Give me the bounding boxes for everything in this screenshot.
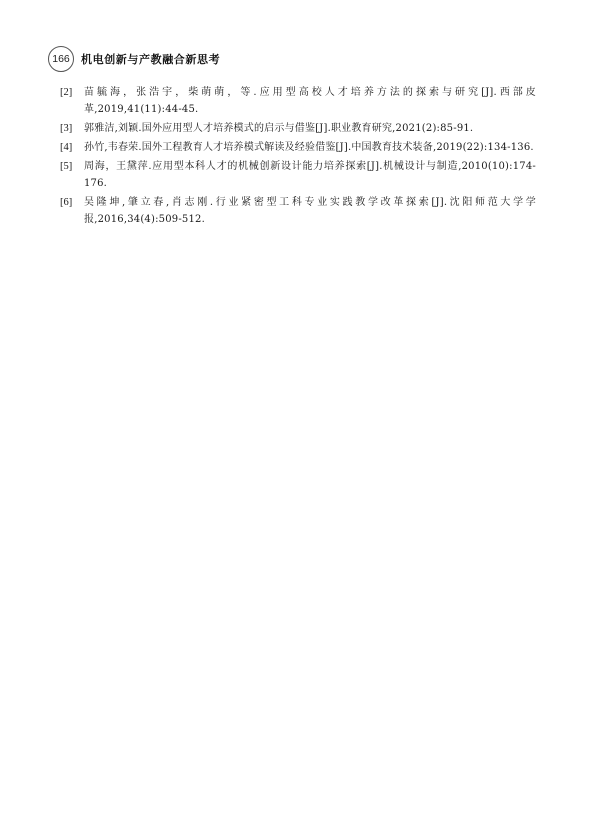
reference-number: [6]: [60, 196, 73, 208]
reference-number: [5]: [60, 160, 73, 172]
reference-text: 吴隆坤,肇立春,肖志刚.行业紧密型工科专业实践教学改革探索[J].沈阳师范大学学报,2016,34(4):509-512.: [84, 196, 536, 225]
reference-number: [4]: [60, 141, 73, 153]
reference-number: [3]: [60, 123, 73, 134]
reference-text: 苗毓海，张浩宇，柴萌萌，等.应用型高校人才培养方法的探索与研究[J].西部皮革,2019,41(11):44-45.: [84, 87, 536, 116]
reference-text: 孙竹,韦春荣.国外工程教育人才培养模式解读及经验借鉴[J].中国教育技术装备,2019(22):134-136.: [84, 141, 534, 153]
reference-text: 郭雅洁,刘颖.国外应用型人才培养模式的启示与借鉴[J].职业教育研究,2021(2):85-91.: [84, 123, 474, 134]
reference-number: [2]: [60, 87, 73, 98]
reference-item: [60, 120, 536, 137]
page-header: [48, 46, 220, 72]
reference-text: 周海，王黛萍.应用型本科人才的机械创新设计能力培养探索[J].机械设计与制造,2010(10):174-176.: [84, 160, 536, 189]
reference-item: [60, 194, 536, 228]
reference-item: [60, 84, 536, 118]
running-title: 机电创新与产教融合新思考: [81, 53, 221, 66]
reference-list: [60, 84, 536, 230]
reference-item: [60, 139, 536, 156]
page-number-badge: 166: [48, 46, 74, 72]
reference-item: [60, 158, 536, 192]
